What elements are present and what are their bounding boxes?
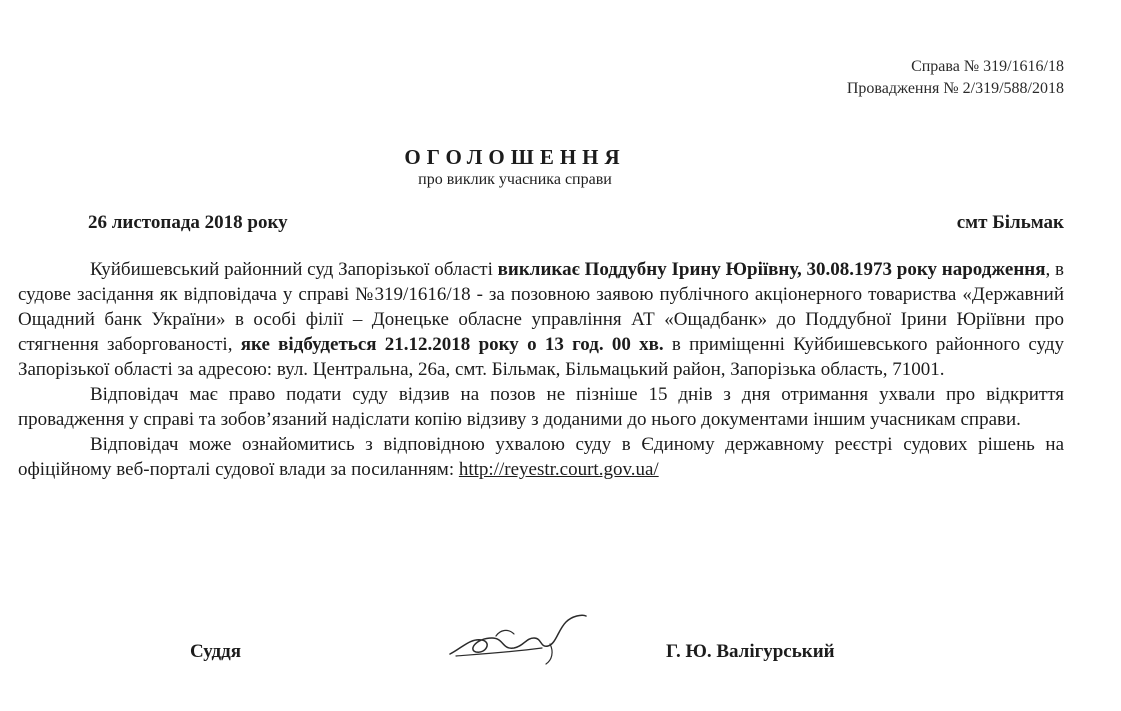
date-place-line: [88, 212, 1064, 234]
case-info: [847, 56, 1064, 100]
document-place: смт Більмак: [956, 212, 1064, 233]
registry-text: Відповідач може ознайомитись з відповідною ухвалою суду в Єдиному державному реєстрі судових рішень на офіційному веб-порталі судової влади за посиланням:: [18, 434, 1064, 480]
hearing-datetime: яке відбудеться 21.12.2018 року о 13 год. 00 хв.: [240, 334, 664, 355]
paragraph-summons: [18, 257, 1064, 382]
document-heading: [0, 144, 1030, 190]
handwritten-signature: [442, 608, 592, 670]
judge-name: Г. Ю. Валігурський: [666, 641, 835, 662]
summons-text-3: в приміщенні Куйбишевського районного суду Запорізької області за адресою: вул. Центральна, 26а, смт. Більмак, Більмацький район, Запорізька область, 71001.: [18, 334, 1064, 380]
summons-text-2: , в судове засідання як відповідача у справі №319/1616/18 - за позовною заявою публічного акціонерного товариства «Державний Ощадний банк України» в особі філії – Донецьке обласне управління АТ «Ощадбанк» до Поддубної Ірини Юріївни про стягнення заборгованості,: [18, 259, 1064, 355]
document-title: ОГОЛОШЕННЯ: [404, 145, 626, 169]
document-body: [18, 257, 1064, 482]
summons-text-1: Куйбишевський районний суд Запорізької області: [90, 259, 498, 280]
paragraph-registry: [18, 432, 1064, 482]
summons-person: викликає Поддубну Ірину Юріївну, 30.08.1973 року народження: [497, 259, 1046, 280]
proceeding-number: Провадження № 2/319/588/2018: [846, 80, 1064, 97]
document-date: 26 листопада 2018 року: [88, 212, 288, 233]
paragraph-rights: Відповідач має право подати суду відзив на позов не пізніше 15 днів з дня отримання ухвали про відкриття провадження у справі та зобов’язаний надіслати копію відзиву з доданими до нього документами іншим учасникам справи.: [18, 384, 1064, 430]
document-subtitle: про виклик учасника справи: [418, 171, 612, 188]
case-number: Справа № 319/1616/18: [911, 58, 1064, 75]
judge-label: Суддя: [190, 641, 242, 662]
registry-link[interactable]: http://reyestr.court.gov.ua/: [458, 459, 659, 480]
